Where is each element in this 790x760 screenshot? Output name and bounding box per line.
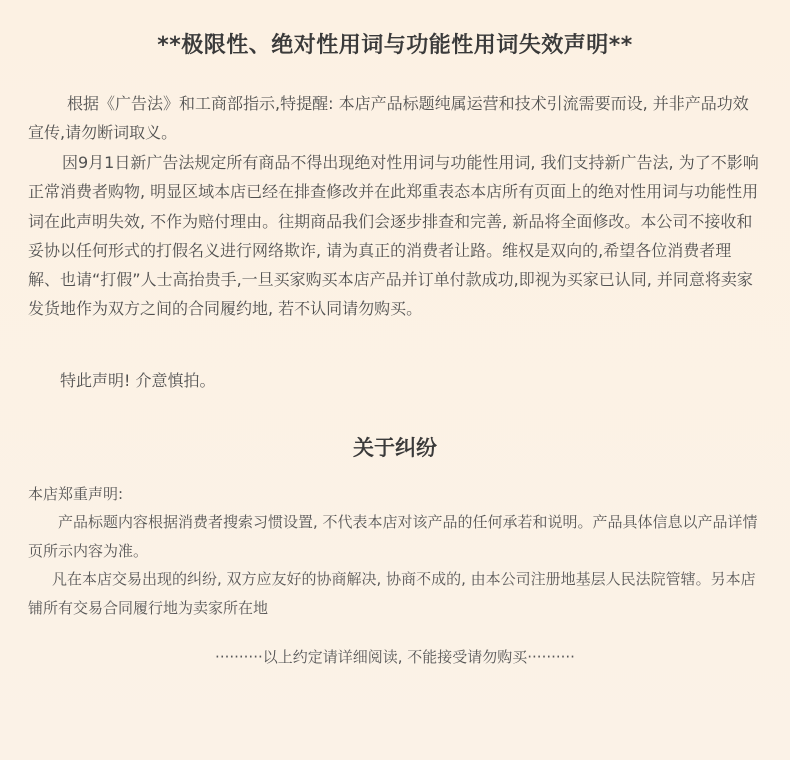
statement-paragraph-1: 根据《广告法》和工商部指示,特提醒: 本店产品标题纯属运营和技术引流需要而设, 并非产品功效宣传,请勿断词取义。 <box>28 94 749 143</box>
disputes-title: 关于纠纷 <box>353 436 437 460</box>
statement-title: **极限性、绝对性用词与功能性用词失效声明** <box>157 33 633 58</box>
statement-paragraph-3: 特此声明! 介意慎拍。 <box>60 371 216 390</box>
disputes-paragraph-1: 产品标题内容根据消费者搜索习惯设置, 不代表本店对该产品的任何承若和说明。产品具体信息以产品详情页所示内容为准。 <box>28 513 758 560</box>
disputes-paragraph-2: 凡在本店交易出现的纠纷, 双方应友好的协商解决, 协商不成的, 由本公司注册地基层人民法院管辖。另本店铺所有交易合同履行地为卖家所在地 <box>28 570 756 617</box>
footer-notice: ··········以上约定请详细阅读, 不能接受请勿购买·········· <box>215 648 575 666</box>
disputes-intro: 本店郑重声明: <box>28 485 124 503</box>
statement-paragraph-2: 因9月1日新广告法规定所有商品不得出现绝对性用词与功能性用词, 我们支持新广告法, 为了不影响正常消费者购物, 明显区域本店已经在排查修改并在此郑重表态本店所有页面上的绝对性用词与功能性用词在此声明失效, 不作为赔付理由。往期商品我们会逐步排查和完善, 新品将全面修改。本公司不接收和妥协以任何形式的打假名义进行网络欺诈, 请为真正的消费者让路。维权是双向的,希望各位消费者理解、也请“打假”人士高抬贵手,一旦买家购买本店产品并订单付款成功,即视为买家已认同, 并同意将卖家发货地作为双方之间的合同履约地, 若不认同请勿购买。 <box>28 153 759 319</box>
